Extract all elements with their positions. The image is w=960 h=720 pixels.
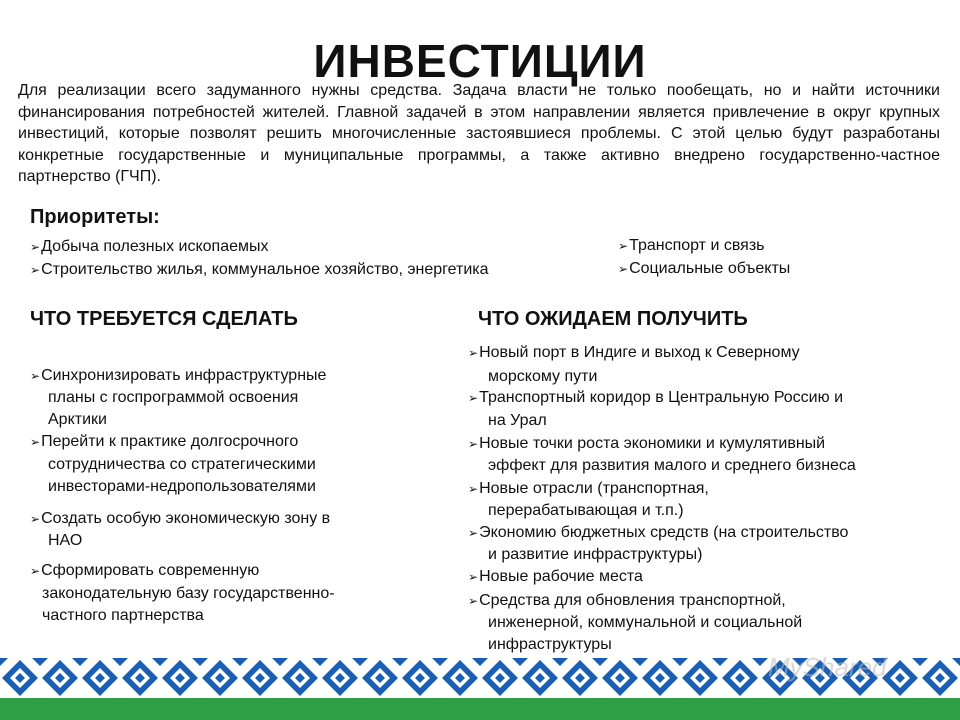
expect-item-cont: эффект для развития малого и среднего бизнеса bbox=[488, 457, 856, 474]
todo-item-cont: инвесторами-недропользователями bbox=[48, 478, 316, 495]
intro-paragraph: Для реализации всего задуманного нужны средства. Задача власти не только пообещать, но и найти источники финансирования потребностей жителей. Главной задачей в этом направлении является привлечение в округ крупных инвестиций, которые позволят решить многочисленные застоявшиеся проблемы. С этой целью будут разработаны конкретные государственные и муниципальные программы, а также активно внедрено государственно-частное партнерство (ГЧП). bbox=[18, 82, 940, 185]
expect-item: ➢ Средства для обновления транспортной, bbox=[468, 590, 786, 612]
todo-item: ➢ Сформировать современную bbox=[30, 560, 259, 582]
priority-item: ➢ Социальные объекты bbox=[618, 258, 790, 280]
watermark: MyShared bbox=[768, 652, 887, 682]
todo-item-cont: НАО bbox=[48, 532, 83, 549]
expect-item: ➢ Новые точки роста экономики и кумулятивный bbox=[468, 433, 825, 455]
priority-item: ➢ Добыча полезных ископаемых bbox=[30, 236, 269, 258]
expect-item-cont: и развитие инфраструктуры) bbox=[488, 546, 703, 563]
priorities-heading: Приоритеты: bbox=[30, 206, 160, 228]
todo-heading: ЧТО ТРЕБУЕТСЯ СДЕЛАТЬ bbox=[30, 308, 298, 330]
page-title: ИНВЕСТИЦИИ bbox=[313, 35, 647, 87]
todo-item-cont: частного партнерства bbox=[42, 607, 204, 624]
todo-item-cont: сотрудничества со стратегическими bbox=[48, 456, 316, 473]
expect-heading: ЧТО ОЖИДАЕМ ПОЛУЧИТЬ bbox=[478, 308, 748, 330]
expect-item-cont: морскому пути bbox=[488, 368, 598, 385]
priority-item: ➢ Строительство жилья, коммунальное хозяйство, энергетика bbox=[30, 259, 489, 281]
todo-item: ➢ Создать особую экономическую зону в bbox=[30, 508, 330, 530]
expect-item: ➢ Новый порт в Индиге и выход к Северному bbox=[468, 342, 800, 364]
priority-item: ➢ Транспорт и связь bbox=[618, 235, 765, 257]
expect-item: ➢ Транспортный коридор в Центральную Россию и bbox=[468, 387, 843, 409]
expect-item-cont: перерабатывающая и т.п.) bbox=[488, 502, 684, 519]
expect-item-cont: инженерной, коммунальной и социальной bbox=[488, 614, 803, 631]
todo-item: ➢ Синхронизировать инфраструктурные bbox=[30, 365, 326, 387]
todo-item: ➢ Перейти к практике долгосрочного bbox=[30, 431, 298, 453]
todo-item-cont: законодательную базу государственно- bbox=[42, 585, 335, 602]
expect-item-cont: на Урал bbox=[488, 412, 547, 429]
expect-item: ➢ Экономию бюджетных средств (на строительство bbox=[468, 522, 848, 544]
expect-item: ➢ Новые отрасли (транспортная, bbox=[468, 478, 709, 500]
todo-item-cont: планы с госпрограммой освоения bbox=[48, 389, 299, 406]
todo-item-cont: Арктики bbox=[48, 411, 107, 428]
expect-item: ➢ Новые рабочие места bbox=[468, 566, 643, 588]
expect-item-cont: инфраструктуры bbox=[488, 636, 612, 653]
